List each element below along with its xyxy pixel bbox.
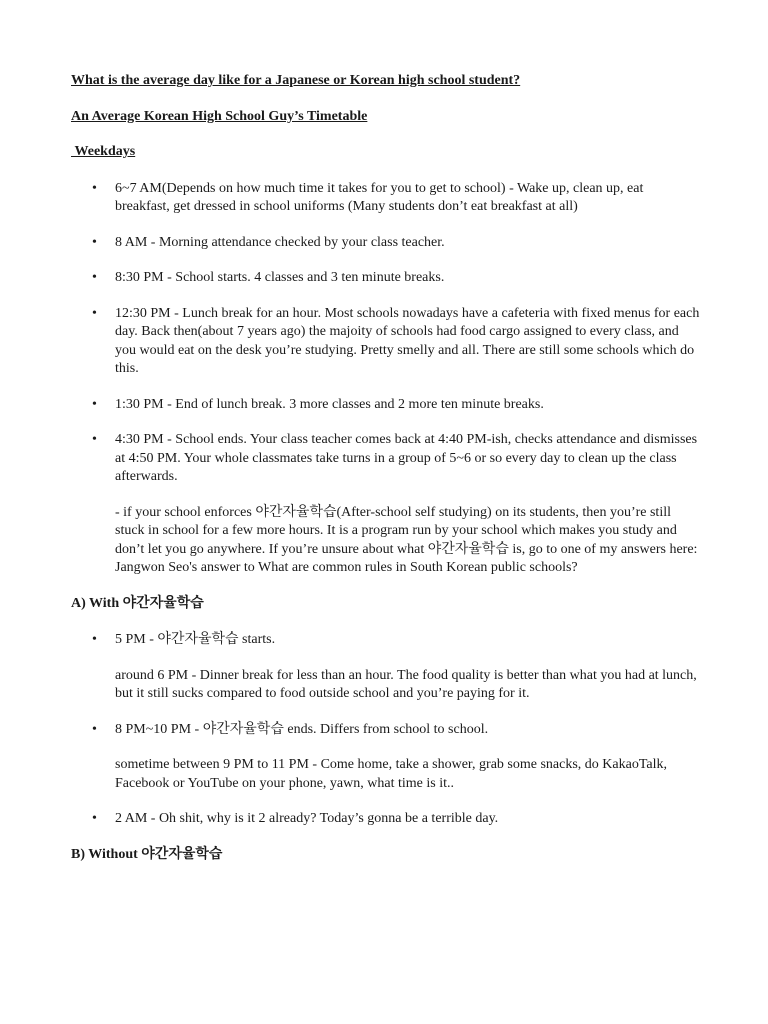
bullet-icon: •	[92, 270, 97, 285]
self-study-note: - if your school enforces 야간자율학습(After-school self studying) on its students, then you’re still stuck in school for a few more hours. It is a program run by your school which makes you study and don’t let you go anywhere. If you’re unsure about what 야간자율학습 is, go to one of my answers here: Jangwon Seo's answer to What are common rules in South Korean public schools?	[115, 504, 698, 575]
list-item-text: 8:30 PM - School starts. 4 classes and 3 ten minute breaks.	[115, 270, 445, 285]
evening-paragraph: sometime between 9 PM to 11 PM - Come home, take a shower, grab some snacks, do KakaoTalk, Facebook or YouTube on your phone, yawn, what time is it..	[115, 757, 667, 791]
list-item	[71, 180, 701, 217]
bullet-icon: •	[92, 811, 97, 826]
list-item	[71, 631, 701, 650]
list-item-text: 1:30 PM - End of lunch break. 3 more classes and 2 more ten minute breaks.	[115, 396, 544, 412]
bullet-icon: •	[92, 180, 97, 196]
list-item-text: 12:30 PM - Lunch break for an hour. Most schools nowadays have a cafeteria with fixed menus for each day. Back then(about 7 years ago) the majoity of schools had food cargo assigned to every class, and you would eat on the desk you’re studying. Pretty smelly and all. There are still some schools which do this.	[115, 305, 700, 376]
document-body	[71, 72, 701, 882]
bullet-icon: •	[92, 632, 97, 647]
section-b-heading: B) Without 야간자율학습	[71, 846, 223, 862]
list-item	[71, 269, 701, 288]
timetable-subtitle: An Average Korean High School Guy’s Timetable	[71, 108, 368, 124]
bullet-icon: •	[92, 721, 97, 737]
bullet-icon: •	[92, 234, 97, 250]
weekdays-label: Weekdays	[74, 144, 136, 159]
list-item-text: 8 PM~10 PM - 야간자율학습 ends. Differs from school to school.	[115, 721, 489, 737]
list-item	[71, 431, 701, 487]
list-item-text: 2 AM - Oh shit, why is it 2 already? Today’s gonna be a terrible day.	[115, 811, 499, 826]
list-item	[71, 234, 701, 253]
list-item	[71, 810, 701, 829]
dinner-paragraph: around 6 PM - Dinner break for less than an hour. The food quality is better than what you had at lunch, but it still sucks compared to food outside school and you’re paying for it.	[115, 667, 697, 701]
bullet-icon: •	[92, 396, 97, 412]
list-item-text: 8 AM - Morning attendance checked by your class teacher.	[115, 234, 445, 250]
section-a-heading: A) With 야간자율학습	[71, 595, 204, 611]
bullet-icon: •	[92, 305, 97, 321]
weekdays-heading	[71, 143, 701, 162]
list-item-text: 6~7 AM(Depends on how much time it takes for you to get to school) - Wake up, clean up, eat breakfast, get dressed in school uniforms (Many students don’t eat breakfast at all)	[115, 180, 644, 214]
bullet-icon: •	[92, 432, 97, 447]
list-item	[71, 396, 701, 415]
list-item	[71, 721, 701, 740]
list-item-text: 5 PM - 야간자율학습 starts.	[115, 632, 276, 647]
list-item-text: 4:30 PM - School ends. Your class teacher comes back at 4:40 PM-ish, checks attendance and dismisses at 4:50 PM. Your whole classmates take turns in a group of 5~6 or so every day to clean up the class afterwards.	[115, 432, 698, 484]
document-title: What is the average day like for a Japanese or Korean high school student?	[71, 73, 521, 88]
list-item	[71, 305, 701, 379]
